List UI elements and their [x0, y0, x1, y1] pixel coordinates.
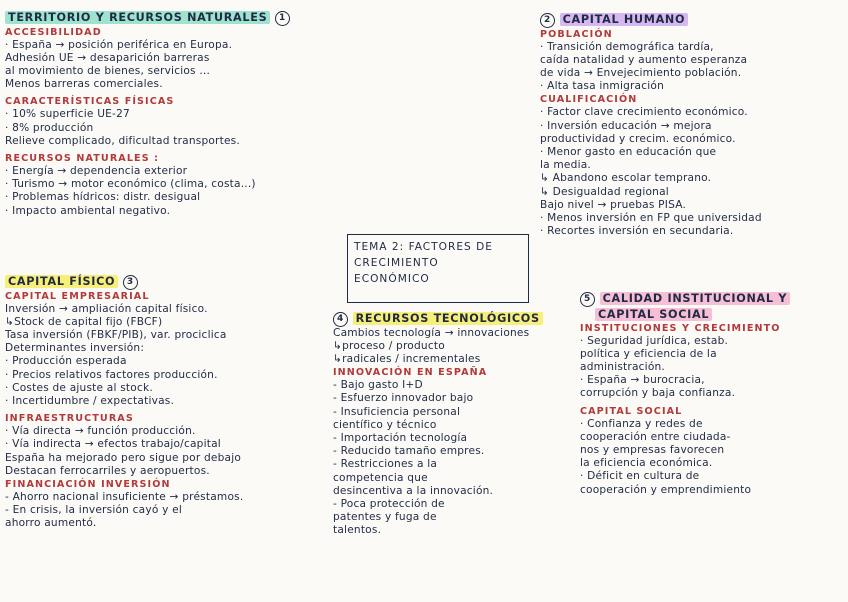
- list-item: ↳proceso / producto: [333, 339, 445, 352]
- section-title: CAPITAL SOCIAL: [595, 308, 712, 321]
- list-item: corrupción y baja confianza.: [580, 387, 736, 400]
- list-item: - Insuficiencia personal: [333, 405, 461, 418]
- subheading-instituciones: INSTITUCIONES Y CRECIMIENTO: [580, 322, 781, 334]
- list-item: productividad y crecim. económico.: [540, 132, 736, 145]
- list-item: al movimiento de bienes, servicios ...: [5, 64, 211, 77]
- list-recursos-naturales: [5, 165, 290, 218]
- list-item: nos y empresas favorecen: [580, 443, 725, 456]
- list-item: · Factor clave crecimiento económico.: [540, 106, 748, 119]
- list-item: - Esfuerzo innovador bajo: [333, 392, 474, 405]
- list-item: · Impacto ambiental negativo.: [5, 204, 171, 217]
- list-financiacion: [5, 491, 243, 531]
- list-item: política y eficiencia de la: [580, 347, 717, 360]
- list-item: la media.: [540, 159, 591, 172]
- list-item: ahorro aumentó.: [5, 517, 97, 530]
- list-innovacion: [333, 379, 543, 537]
- list-item: · Vía directa → función producción.: [5, 425, 196, 438]
- list-item: Cambios tecnología → innovaciones: [333, 326, 530, 339]
- section-number: 5: [580, 292, 595, 307]
- section-number: 3: [123, 275, 138, 290]
- subheading-accesibilidad: ACCESIBILIDAD: [5, 26, 102, 38]
- section-capital-humano: [540, 12, 762, 28]
- subheading-cualificacion: CUALIFICACIÓN: [540, 94, 638, 106]
- list-item: · Seguridad jurídica, estab.: [580, 334, 729, 347]
- center-column: [333, 311, 543, 538]
- list-item: · Recortes inversión en secundaria.: [540, 225, 734, 238]
- list-item: ↳radicales / incrementales: [333, 352, 481, 365]
- list-item: caída natalidad y aumento esperanza: [540, 53, 748, 66]
- list-item: · Turismo → motor económico (clima, costa...): [5, 178, 256, 191]
- list-item: - Reducido tamaño empres.: [333, 445, 485, 458]
- left-column: [5, 10, 290, 218]
- subheading-poblacion: POBLACIÓN: [540, 28, 613, 40]
- list-item: · Costes de ajuste al stock.: [5, 381, 153, 394]
- list-item: desincentiva a la innovación.: [333, 484, 494, 497]
- list-item: - Restricciones a la: [333, 458, 438, 471]
- list-item: · Confianza y redes de: [580, 417, 703, 430]
- list-item: - Importación tecnología: [333, 431, 468, 444]
- right-column-lower: [580, 291, 790, 497]
- list-item: Tasa inversión (FBKF/PIB), var. prociclica: [5, 328, 227, 341]
- list-item: ↳ Abandono escolar temprano.: [540, 172, 712, 185]
- list-accesibilidad: [5, 39, 290, 92]
- list-item: · Precios relativos factores producción.: [5, 368, 218, 381]
- list-item: Adhesión UE → desaparición barreras: [5, 51, 210, 64]
- list-item: · España → posición periférica en Europa.: [5, 38, 233, 51]
- list-item: · Problemas hídricos: distr. desigual: [5, 191, 201, 204]
- right-column: [540, 12, 762, 238]
- section-recursos-tecnologicos: [333, 311, 543, 327]
- topic-title-box: [347, 234, 529, 303]
- section-title: CALIDAD INSTITUCIONAL Y: [600, 292, 791, 305]
- section-capital-fisico: [5, 274, 243, 290]
- list-caracteristicas: [5, 108, 290, 148]
- list-item: · Alta tasa inmigración: [540, 80, 665, 93]
- section-title: RECURSOS TECNOLÓGICOS: [353, 312, 543, 325]
- list-capital-empresarial: [5, 303, 243, 409]
- list-item: - Poca protección de: [333, 497, 445, 510]
- list-item: · 8% producción: [5, 121, 94, 134]
- section-title: TERRITORIO Y RECURSOS NATURALES: [5, 11, 270, 24]
- list-item: · Menor gasto en educación que: [540, 145, 717, 158]
- subheading-capital-social: CAPITAL SOCIAL: [580, 405, 683, 417]
- list-item: ↳ Desigualdad regional: [540, 185, 669, 198]
- list-item: cooperación y emprendimiento: [580, 483, 752, 496]
- list-item: ↳Stock de capital fijo (FBCF): [5, 315, 163, 328]
- subheading-recursos-naturales: RECURSOS NATURALES :: [5, 152, 160, 164]
- subheading-capital-empresarial: CAPITAL EMPRESARIAL: [5, 290, 150, 302]
- list-item: · España → burocracia,: [580, 374, 705, 387]
- list-item: · Déficit en cultura de: [580, 470, 700, 483]
- subheading-caracteristicas: CARACTERÍSTICAS FÍSICAS: [5, 96, 175, 108]
- list-item: · Producción esperada: [5, 355, 127, 368]
- list-item: · Energía → dependencia exterior: [5, 164, 188, 177]
- list-item: - Ahorro nacional insuficiente → préstamos.: [5, 490, 244, 503]
- section-title-continued: [580, 307, 790, 322]
- list-item: España ha mejorado pero sigue por debajo: [5, 451, 242, 464]
- list-poblacion: [540, 41, 762, 94]
- list-cualificacion: [540, 106, 762, 238]
- section-number: 1: [275, 11, 290, 26]
- list-item: · Menos inversión en FP que universidad: [540, 211, 762, 224]
- topic-title-line: ECONÓMICO: [354, 273, 430, 285]
- list-item: · Incertidumbre / expectativas.: [5, 394, 175, 407]
- list-infraestructuras: [5, 425, 243, 478]
- list-item: Determinantes inversión:: [5, 342, 145, 355]
- list-item: científico y técnico: [333, 418, 437, 431]
- section-territorio: [5, 10, 290, 26]
- list-capital-social: [580, 418, 790, 497]
- left-column-lower: [5, 274, 243, 531]
- list-item: · Transición demográfica tardía,: [540, 40, 714, 53]
- section-title: CAPITAL HUMANO: [560, 13, 689, 26]
- list-item: - Bajo gasto I+D: [333, 379, 423, 392]
- list-item: Destacan ferrocarriles y aeropuertos.: [5, 464, 210, 477]
- subheading-innovacion: INNOVACIÓN EN ESPAÑA: [333, 367, 488, 379]
- list-item: · Inversión educación → mejora: [540, 119, 712, 132]
- list-item: Inversión → ampliación capital físico.: [5, 302, 208, 315]
- list-item: · Vía indirecta → efectos trabajo/capital: [5, 438, 221, 451]
- list-item: cooperación entre ciudada-: [580, 430, 731, 443]
- list-item: talentos.: [333, 524, 382, 537]
- subheading-financiacion: FINANCIACIÓN INVERSIÓN: [5, 478, 171, 490]
- topic-title-line: TEMA 2: FACTORES DE: [354, 241, 493, 253]
- topic-title-line: CRECIMIENTO: [354, 257, 439, 269]
- list-item: Relieve complicado, dificultad transportes.: [5, 134, 240, 147]
- list-item: administración.: [580, 360, 665, 373]
- section-calidad-institucional: [580, 291, 790, 307]
- list-item: competencia que: [333, 471, 428, 484]
- list-item: Menos barreras comerciales.: [5, 78, 163, 91]
- list-item: Bajo nivel → pruebas PISA.: [540, 198, 687, 211]
- section-title: CAPITAL FÍSICO: [5, 275, 118, 288]
- list-item: - En crisis, la inversión cayó y el: [5, 504, 182, 517]
- list-item: de vida → Envejecimiento población.: [540, 66, 742, 79]
- section-number: 2: [540, 13, 555, 28]
- list-item: patentes y fuga de: [333, 511, 437, 524]
- list-cambios-tecnologia: [333, 327, 543, 367]
- subheading-infraestructuras: INFRAESTRUCTURAS: [5, 413, 134, 425]
- list-item: · 10% superficie UE-27: [5, 108, 130, 121]
- list-instituciones: [580, 335, 790, 401]
- section-number: 4: [333, 312, 348, 327]
- list-item: la eficiencia económica.: [580, 457, 713, 470]
